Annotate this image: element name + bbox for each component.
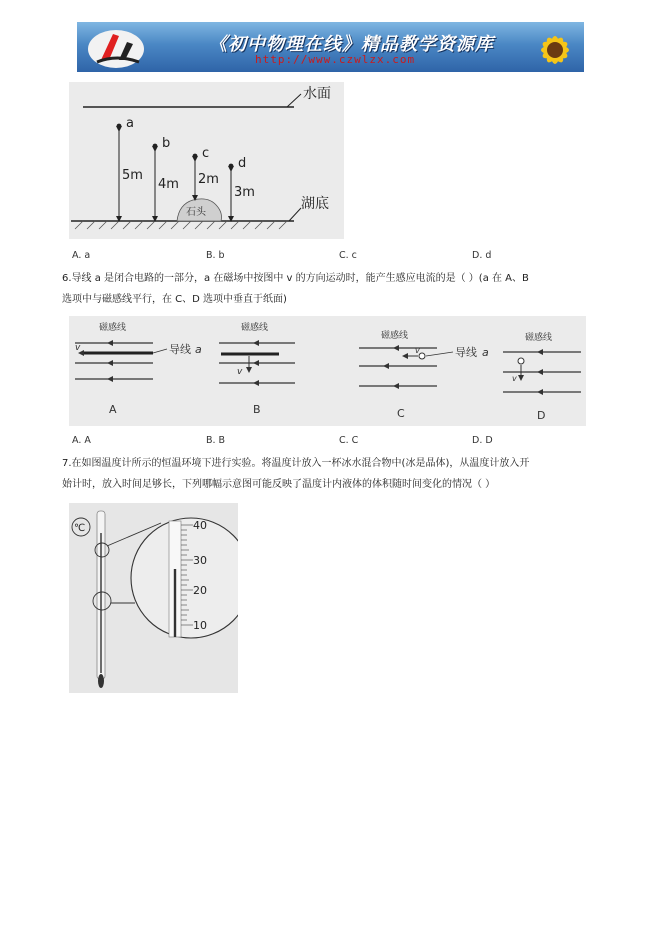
q6-option-c[interactable]: C. C (339, 435, 359, 446)
q5-option-c[interactable]: C. c (339, 250, 357, 261)
panel-d-field-label: 磁感线 (525, 333, 553, 343)
panel-b-letter: B (253, 403, 261, 416)
panel-c-wire-label: 导线 (455, 346, 477, 359)
q6-text-line2: 选项中与磁感线平行，在 C、D 选项中垂直于纸面) (62, 294, 287, 305)
panel-b-field-label: 磁感线 (241, 323, 269, 333)
q5-option-b[interactable]: B. b (206, 250, 225, 261)
lake-bottom-label: 湖底 (301, 196, 329, 212)
q5-option-d[interactable]: D. d (472, 250, 492, 261)
panel-c-wire-symbol: a (482, 346, 489, 359)
panel-b (219, 321, 295, 416)
banner-title: 《初中物理在线》精品教学资源库 (209, 34, 494, 55)
panel-a (75, 321, 202, 416)
thermometer-figure (69, 503, 238, 693)
logo-icon (83, 24, 153, 70)
panel-d-letter: D (537, 409, 546, 422)
thermometer-unit: ℃ (74, 523, 86, 534)
panel-c (359, 329, 489, 420)
lake-depth-figure (69, 82, 344, 239)
induction-figure (69, 316, 586, 426)
panel-a-letter: A (109, 403, 117, 416)
panel-c-letter: C (397, 407, 405, 420)
panel-c-field-label: 磁感线 (381, 331, 409, 341)
water-surface-label: 水面 (303, 86, 331, 102)
panel-a-wire-symbol: a (195, 343, 202, 356)
scale-label-30: 30 (193, 554, 207, 567)
point-d-label: d (238, 156, 247, 171)
q6-option-b[interactable]: B. B (206, 435, 226, 446)
thermometer-bulb (98, 674, 104, 688)
stone-label: 石头 (186, 207, 206, 218)
q5-option-a[interactable]: A. a (72, 250, 91, 261)
scale-label-20: 20 (193, 584, 207, 597)
point-d-depth: 3m (234, 185, 255, 200)
panel-b-v: v (237, 367, 243, 377)
q7-text-line1: 7.在如图温度计所示的恒温环境下进行实验。将温度计放入一杯冰水混合物中(冰是晶体)，从温度计放入开 (62, 458, 530, 469)
panel-d (503, 331, 581, 422)
point-a-label: a (126, 116, 134, 131)
panel-a-wire-label: 导线 (169, 343, 191, 356)
point-c-depth: 2m (198, 172, 219, 187)
q6-option-a[interactable]: A. A (72, 435, 91, 446)
banner-url: http://www.czwlzx.com (255, 53, 416, 66)
q6-option-d[interactable]: D. D (472, 435, 493, 446)
panel-a-field-label: 磁感线 (99, 323, 127, 333)
scale-label-40: 40 (193, 519, 207, 532)
scale-label-10: 10 (193, 619, 207, 632)
point-a-depth: 5m (122, 168, 143, 183)
point-b-depth: 4m (158, 177, 179, 192)
q6-text-line1: 6.导线 a 是闭合电路的一部分，a 在磁场中按图中 v 的方向运动时，能产生感应电流的是（ ）(a 在 A、B (62, 273, 529, 284)
point-c-label: c (202, 146, 210, 161)
q7-text-line2: 始计时，放入时间足够长，下列哪幅示意图可能反映了温度计内液体的体积随时间变化的情况（ ） (62, 479, 496, 490)
point-b-label: b (162, 136, 171, 151)
panel-d-v: v (512, 374, 517, 383)
panel-c-v: v (415, 346, 420, 355)
panel-a-v: v (75, 343, 81, 353)
sunflower-icon (525, 24, 581, 70)
header-banner (77, 22, 584, 72)
